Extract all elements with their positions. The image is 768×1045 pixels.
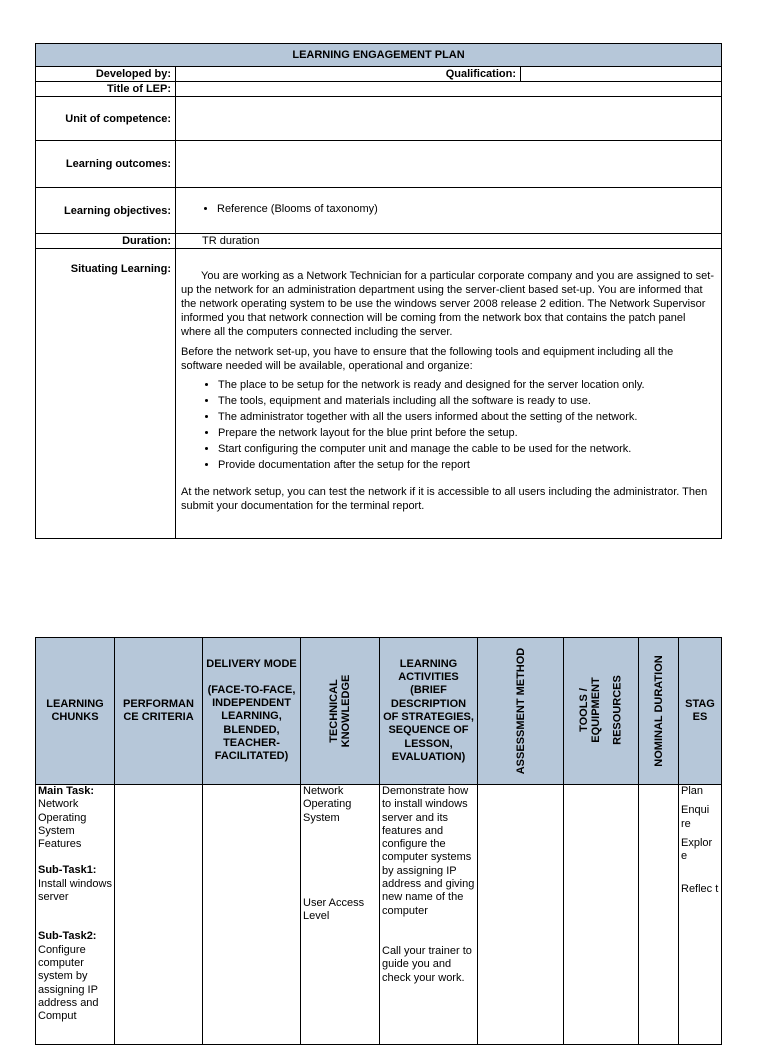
- title-of-lep-value[interactable]: [176, 82, 722, 97]
- learning-chunks-table: [35, 637, 722, 1045]
- technical-item-1: Network Operating System: [303, 785, 352, 824]
- header-tools-resources: [564, 638, 639, 785]
- assessment-method-cell: [478, 785, 564, 1045]
- unit-of-competence-value[interactable]: [176, 97, 722, 141]
- header-delivery-mode: [203, 638, 301, 785]
- technical-item-2: User Access Level: [303, 896, 365, 923]
- header-learning-chunks: LEARNING CHUNKS: [36, 638, 115, 785]
- learning-objectives-value: [176, 188, 722, 234]
- subtask1-text: Install windows server: [38, 877, 112, 904]
- header-assessment-method: [478, 638, 564, 785]
- nominal-duration-cell: [639, 785, 679, 1045]
- learning-engagement-plan-table: [35, 43, 722, 539]
- stage-item: Reflec t: [681, 883, 719, 896]
- situating-learning-content: [176, 249, 722, 539]
- stage-item: Plan: [681, 785, 704, 797]
- objectives-list: [180, 203, 717, 215]
- nominal-duration-label: NOMINAL DURATION: [652, 655, 665, 767]
- subtask2-label: Sub-Task2:: [38, 930, 97, 943]
- technical-label-1: TECHNICAL: [328, 679, 340, 743]
- delivery-mode-cell: [203, 785, 301, 1045]
- performance-criteria-cell: [115, 785, 203, 1045]
- situating-paragraph-1: You are working as a Network Technician for a particular corporate company and you are assigned to set-up the network for an administration department using the server-client based set-up. You are informed that the network operating system to be use the windows server 2008 release 2 edition. The Network Supervisor informed you that network connection will be coming from the network box that contains the patch panel where all the computers connected including the server.: [181, 270, 715, 338]
- qualification-label: Qualification:: [426, 67, 521, 82]
- delivery-mode-title: DELIVERY MODE: [206, 658, 297, 671]
- activity-2: Call your trainer to guide you and check your work.: [382, 944, 472, 984]
- resources-label: RESOURCES: [611, 675, 624, 745]
- main-task-label: Main Task:: [38, 785, 95, 797]
- header-technical-knowledge: [301, 638, 380, 785]
- header-nominal-duration: [639, 638, 679, 785]
- learning-chunks-cell: [36, 785, 115, 1045]
- objectives-item: • Reference (Blooms of taxonomy): [217, 203, 717, 215]
- stage-item: Explor e: [681, 836, 713, 863]
- header-performance-criteria: PERFORMAN CE CRITERIA: [115, 638, 203, 785]
- main-task-text: Network Operating System Features: [38, 798, 87, 851]
- duration-label: Duration:: [36, 234, 176, 249]
- situating-list-item: • Provide documentation after the setup for the report: [218, 459, 715, 471]
- developed-by-label: Developed by:: [36, 67, 176, 82]
- duration-value: TR duration: [176, 234, 722, 249]
- learning-outcomes-label: Learning outcomes:: [36, 141, 176, 188]
- title-of-lep-label: Title of LEP:: [36, 82, 176, 97]
- situating-paragraph-2: Before the network set-up, you have to ensure that the following tools and equipment including all the software needed will be available, operational and organize:: [181, 346, 674, 372]
- subtask2-text: Configure computer system by assigning IP address and Comput: [38, 943, 99, 1023]
- subtask1-label: Sub-Task1:: [38, 864, 97, 877]
- qualification-value[interactable]: [521, 67, 722, 82]
- developed-by-value[interactable]: [176, 67, 426, 82]
- situating-learning-label: Situating Learning:: [36, 249, 176, 539]
- activity-1: Demonstrate how to install windows server and its features and configure the computer systems by assigning IP address and giving new name of the computer: [382, 785, 475, 917]
- header-learning-activities: LEARNING ACTIVITIES (BRIEF DESCRIPTION OF STRATEGIES, SEQUENCE OF LESSON, EVALUATION): [380, 638, 478, 785]
- situating-list-item: • Prepare the network layout for the blue print before the setup.: [218, 427, 715, 439]
- header-stages: STAG ES: [679, 638, 722, 785]
- unit-of-competence-label: Unit of competence:: [36, 97, 176, 141]
- situating-list-item: • The place to be setup for the network is ready and designed for the server location only.: [218, 379, 715, 391]
- learning-outcomes-value[interactable]: [176, 141, 722, 188]
- assessment-label: ASSESSMENT METHOD: [514, 647, 527, 775]
- tools-equipment-label: TOOLS / EQUIPMENT: [578, 677, 602, 743]
- technical-label-2: KNOWLEDGE: [340, 674, 352, 748]
- stage-item: Enqui re: [681, 804, 710, 830]
- learning-objectives-label: Learning objectives:: [36, 188, 176, 234]
- situating-list-item: • The tools, equipment and materials including all the software is ready to use.: [218, 395, 715, 407]
- situating-list-item: • The administrator together with all the users informed about the setting of the network.: [218, 411, 715, 423]
- situating-paragraph-3: At the network setup, you can test the network if it is accessible to all users including the administrator. Then submit your documentation for the terminal report.: [181, 486, 708, 512]
- stages-cell: [679, 785, 722, 1045]
- plan-title: LEARNING ENGAGEMENT PLAN: [36, 44, 722, 67]
- delivery-mode-options: (FACE-TO-FACE, INDEPENDENT LEARNING, BLENDED, TEACHER-FACILITATED): [207, 683, 296, 763]
- technical-knowledge-cell: [301, 785, 380, 1045]
- situating-list-item: • Start configuring the computer unit and manage the cable to be used for the network.: [218, 443, 715, 455]
- tools-resources-cell: [564, 785, 639, 1045]
- situating-list: [181, 379, 715, 471]
- learning-activities-cell: [380, 785, 478, 1045]
